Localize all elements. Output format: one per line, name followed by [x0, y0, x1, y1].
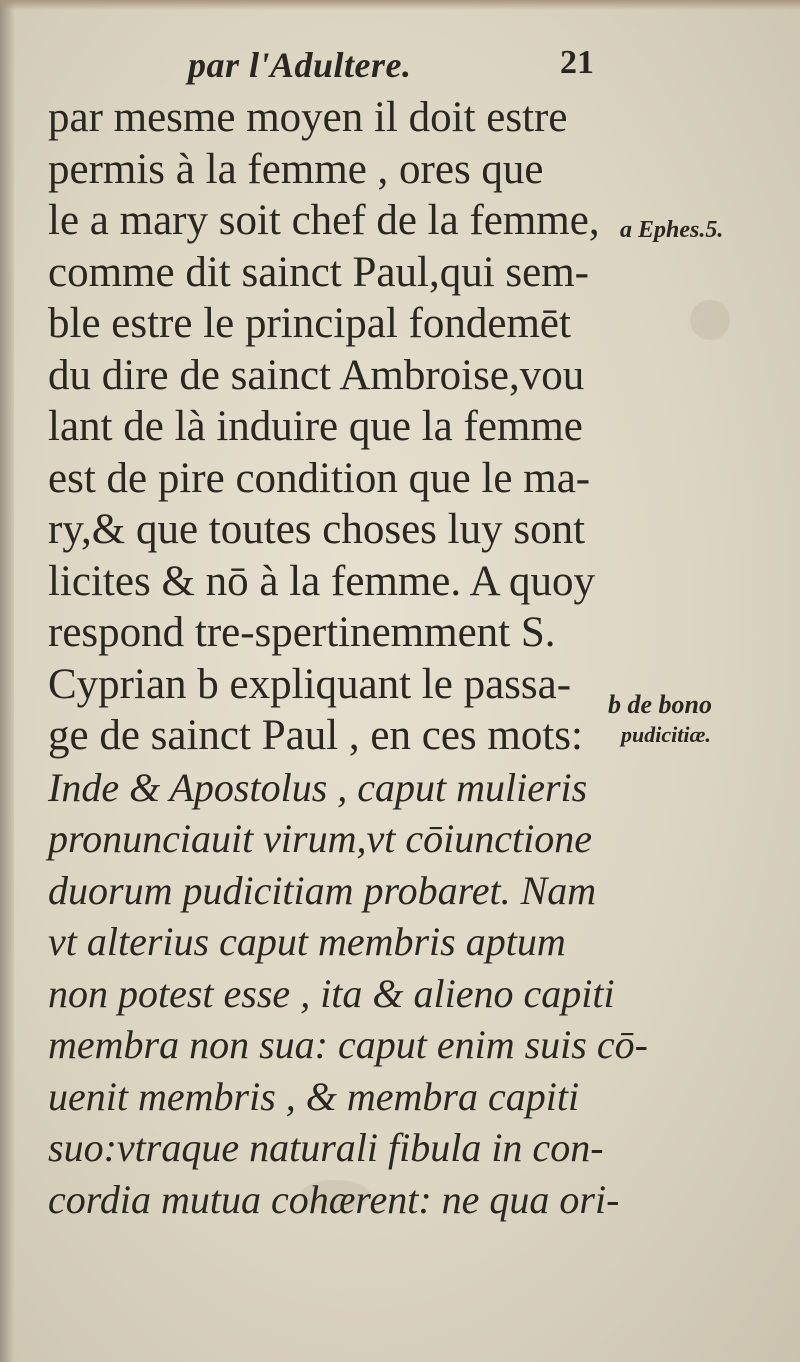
text-line: par mesme moyen il doit estre [48, 94, 568, 141]
page-top-edge [0, 0, 800, 10]
latin-quote-line: membra non sua: caput enim suis cō- [48, 1022, 648, 1067]
page-number: 21 [560, 44, 594, 81]
running-header [0, 44, 800, 94]
text-line: permis à la femme , ores que [48, 145, 544, 193]
latin-quote-line: pronunciauit virum,vt cōiunctione [48, 816, 592, 861]
text-line: le a mary soit chef de la femme, [48, 197, 600, 244]
text-line: comme dit sainct Paul,qui sem- [48, 248, 589, 296]
latin-quote-line: cordia mutua cohærent: ne qua ori- [48, 1176, 620, 1222]
text-line: ble estre le principal fondemēt [48, 300, 571, 347]
running-title: par l'Adultere. [188, 45, 412, 85]
margin-note-pudicitiae: pudicitiæ. [621, 722, 711, 747]
text-line: ge de sainct Paul , en ces mots: [48, 712, 583, 759]
page-gutter-shadow [0, 0, 14, 1362]
text-line: du dire de sainct Ambroise,vou [48, 351, 585, 399]
latin-quote-line: non potest esse , ita & alieno capiti [48, 970, 615, 1016]
text-line: est de pire condition que le ma- [48, 454, 591, 502]
margin-note-ephesians: a Ephes.5. [620, 217, 724, 243]
latin-quote-line: duorum pudicitiam probaret. Nam [48, 867, 597, 913]
latin-quote-line: Inde & Apostolus , caput mulieris [48, 764, 588, 810]
text-line: lant de là induire que la femme [48, 403, 583, 450]
paper-stain [690, 300, 730, 340]
latin-quote-line: vt alterius caput membris aptum [48, 919, 566, 964]
text-line: respond tre-spertinemment S. [48, 609, 556, 656]
text-line: licites & nō à la femme. A quoy [48, 557, 595, 605]
body-text [48, 92, 648, 1225]
text-line: Cyprian b expliquant le passa- [48, 660, 572, 708]
margin-note-de-bono: b de bono [608, 690, 712, 719]
latin-quote-line: uenit membris , & membra capiti [48, 1073, 580, 1119]
latin-quote-line: suo:vtraque naturali fibula in con- [48, 1125, 604, 1170]
text-line: ry,& que toutes choses luy sont [48, 506, 586, 553]
